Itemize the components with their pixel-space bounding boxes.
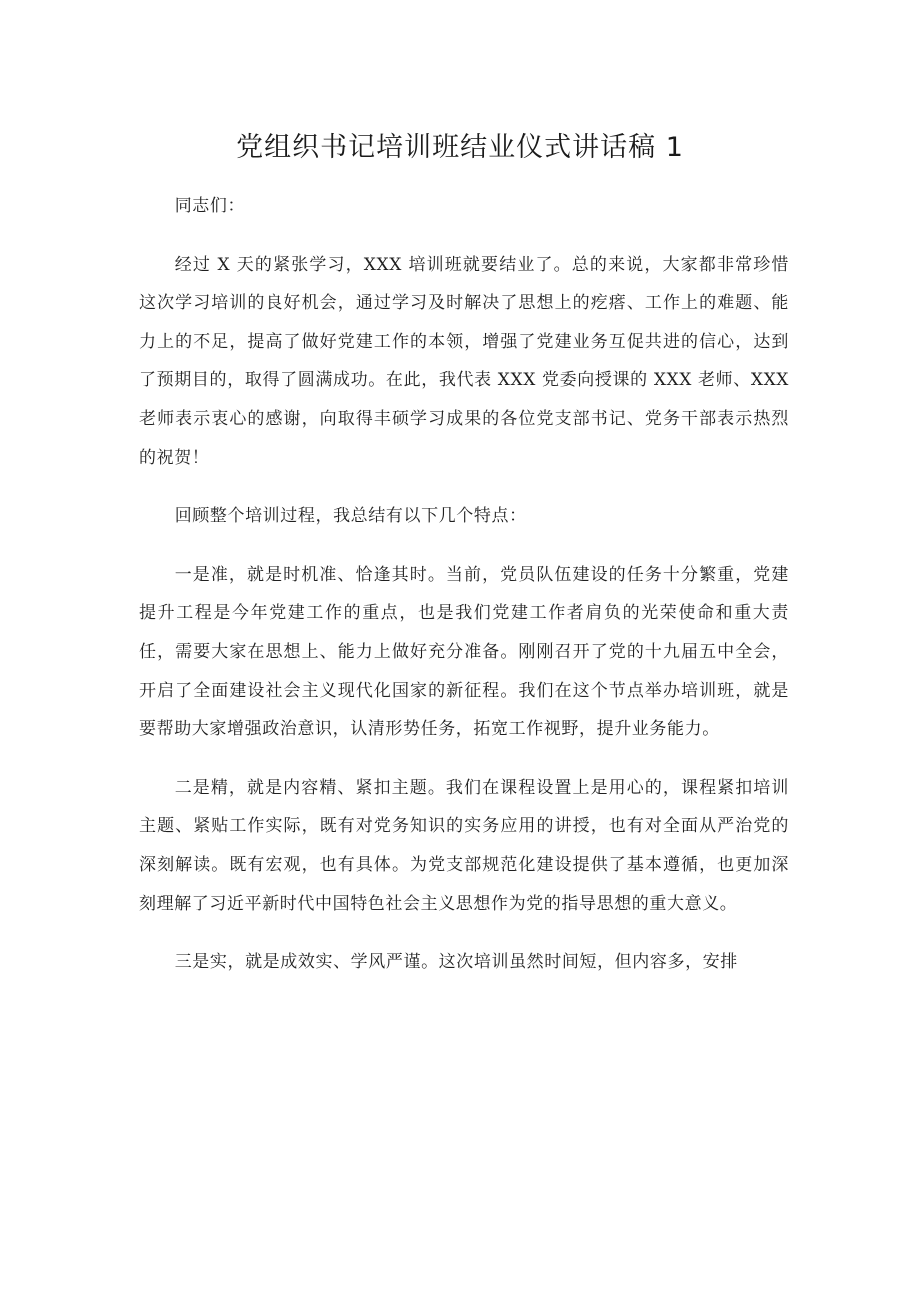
point-two-paragraph: 二是精，就是内容精、紧扣主题。我们在课程设置上是用心的，课程紧扣培训主题、紧贴工作实际，既有对党务知识的实务应用的讲授，也有对全面从严治党的深刻解读。既有宏观，也有具体。为党支部规范化建设提供了基本遵循，也更加深刻理解了习近平新时代中国特色社会主义思想作为党的指导思想的重大意义。 (139, 777, 789, 914)
review-intro-paragraph: 回顾整个培训过程，我总结有以下几个特点： (174, 506, 527, 527)
point-three-paragraph: 三是实，就是成效实、学风严谨。这次培训虽然时间短，但内容多，安排 (174, 952, 738, 973)
salutation-paragraph: 同志们： (174, 196, 246, 216)
opening-paragraph: 经过 X 天的紧张学习，XXX 培训班就要结业了。总的来说，大家都非常珍惜这次学习培训的良好机会，通过学习及时解决了思想上的疙瘩、工作上的难题、能力上的不足，提高了做好党建工作的本领，增强了党建业务互促共进的信心，达到了预期目的，取得了圆满成功。在此，我代表 XXX 党委向授课的 XXX 老师、XXX 老师表示衷心的感谢，向取得丰硕学习成果的各位党支部书记、党务干部表示热烈的祝贺！ (139, 254, 789, 468)
document-title: 党组织书记培训班结业仪式讲话稿 1 (236, 132, 684, 163)
document-body (139, 187, 789, 1002)
point-one-paragraph: 一是准，就是时机准、恰逢其时。当前，党员队伍建设的任务十分繁重，党建提升工程是今年党建工作的重点，也是我们党建工作者肩负的光荣使命和重大责任，需要大家在思想上、能力上做好充分准备。刚刚召开了党的十九届五中全会，开启了全面建设社会主义现代化国家的新征程。我们在这个节点举办培训班，就是要帮助大家增强政治意识，认清形势任务，拓宽工作视野，提升业务能力。 (139, 564, 789, 740)
